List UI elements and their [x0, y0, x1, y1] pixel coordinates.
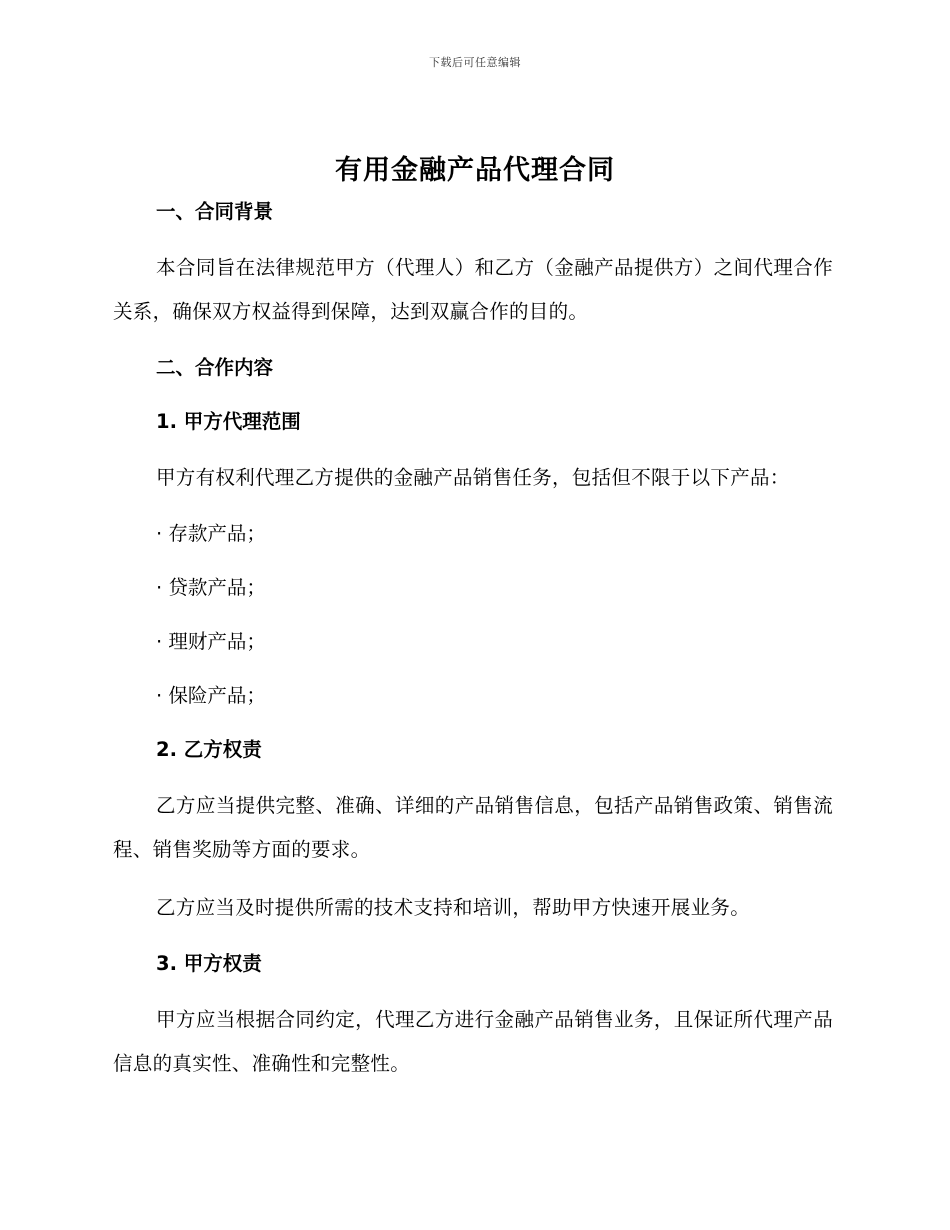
paragraph-party-b-duties-1: 乙方应当提供完整、准确、详细的产品销售信息，包括产品销售政策、销售流程、销售奖励等方面的要求。 [113, 794, 833, 861]
list-item-deposit: · 存款产品； [156, 522, 266, 545]
paragraph-background: 本合同旨在法律规范甲方（代理人）和乙方（金融产品提供方）之间代理合作关系，确保双方权益得到保障，达到双赢合作的目的。 [113, 256, 833, 323]
subsection-heading-party-a-duties: 3. 甲方权责 [156, 952, 262, 975]
list-item-wealth: · 理财产品； [156, 630, 266, 653]
header-note: 下载后可任意编辑 [429, 56, 521, 69]
paragraph-agency-scope: 甲方有权利代理乙方提供的金融产品销售任务，包括但不限于以下产品： [156, 466, 790, 489]
list-item-insurance: · 保险产品； [156, 684, 266, 707]
section-heading-cooperation: 二、合作内容 [156, 356, 274, 379]
subsection-heading-party-b-duties: 2. 乙方权责 [156, 738, 262, 761]
document-body [113, 192, 833, 1086]
section-heading-background: 一、合同背景 [156, 200, 274, 223]
paragraph-party-a-duties: 甲方应当根据合同约定，代理乙方进行金融产品销售业务，且保证所代理产品信息的真实性、准确性和完整性。 [113, 1008, 833, 1075]
subsection-heading-agency-scope: 1. 甲方代理范围 [156, 410, 301, 433]
paragraph-party-b-duties-2: 乙方应当及时提供所需的技术支持和培训，帮助甲方快速开展业务。 [156, 896, 751, 919]
list-item-loan: · 贷款产品； [156, 576, 266, 599]
document-title: 有用金融产品代理合同 [335, 155, 615, 186]
